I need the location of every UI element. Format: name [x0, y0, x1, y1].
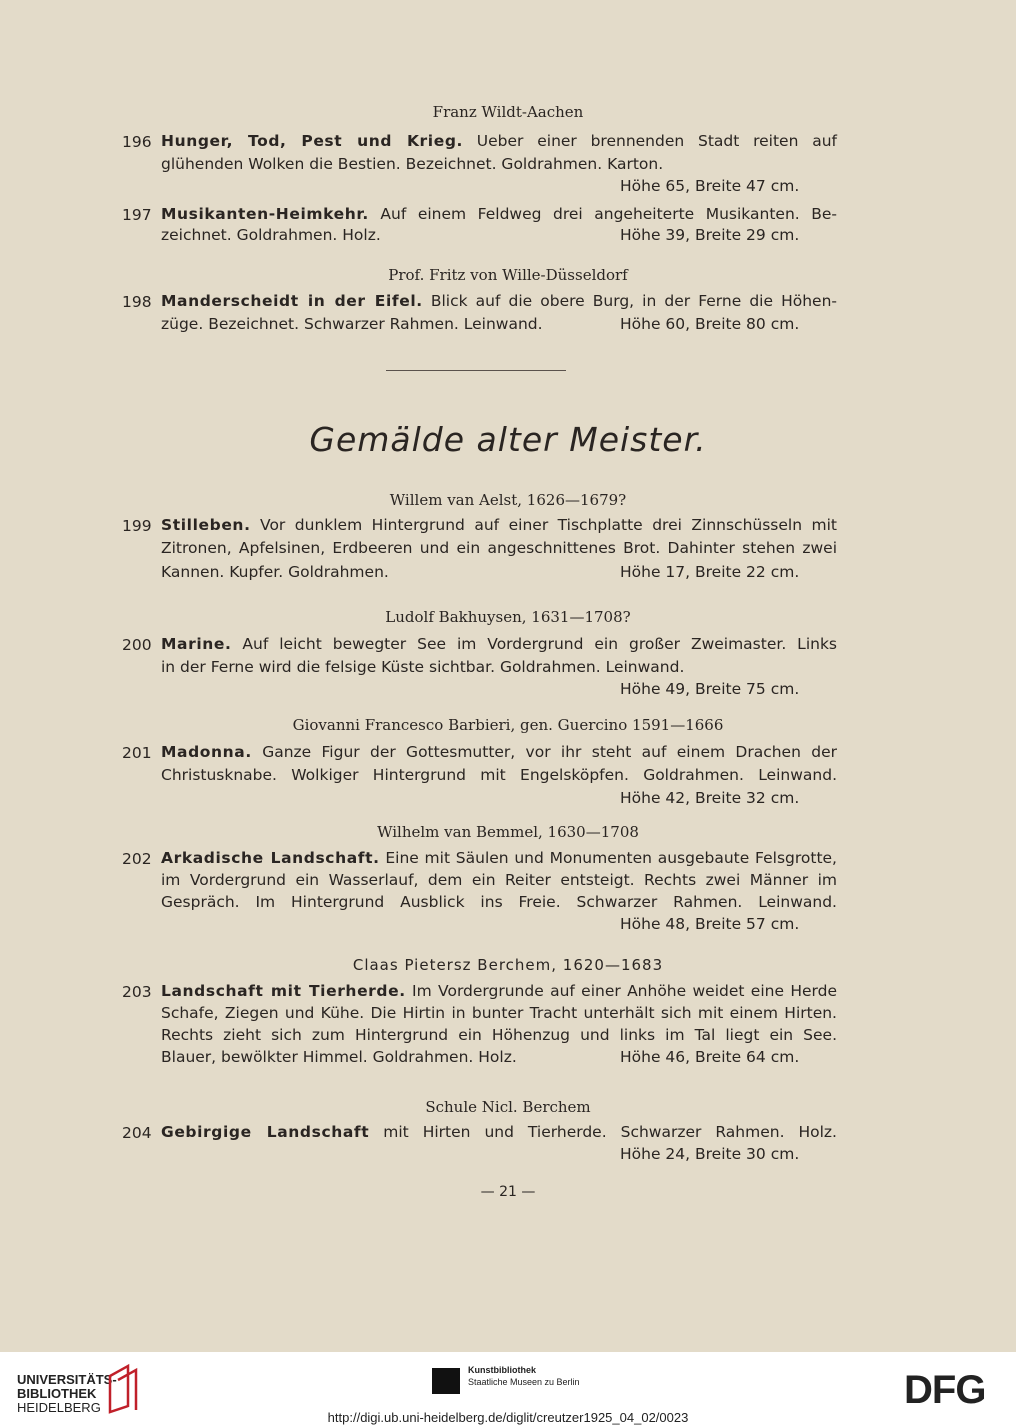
entry-measure: Höhe 39, Breite 29 cm.: [620, 226, 800, 244]
entry-measure: Höhe 49, Breite 75 cm.: [620, 680, 800, 698]
entry-title: Arkadische Landschaft.: [161, 849, 380, 867]
entry-title: Stilleben.: [161, 516, 251, 534]
kunstbibliothek-logo-icon: [432, 1368, 460, 1394]
entry-desc-line: zeichnet. Goldrahmen. Holz.: [161, 226, 381, 244]
library-logo-text: [17, 1373, 117, 1415]
section-heading: Gemälde alter Meister.: [309, 420, 707, 459]
artist-heading: Wilhelm van Bemmel, 1630—1708: [377, 823, 639, 841]
entry-number: 198: [122, 293, 152, 311]
entry-text: [161, 847, 837, 870]
entry-text: [161, 741, 837, 764]
entry-desc: Blick auf die obere Burg, in der Ferne die Höhen-: [422, 292, 838, 310]
entry-desc: Auf einem Feldweg drei angeheiterte Musikanten. Be-: [368, 205, 837, 223]
kb-subtitle: Staatliche Museen zu Berlin: [468, 1377, 580, 1387]
entry-number: 201: [122, 744, 152, 762]
entry-text: [161, 514, 837, 537]
entry-desc: Im Vordergrunde auf einer Anhöhe weidet eine Herde: [405, 982, 837, 1000]
entry-text: [161, 290, 837, 313]
artist-heading: Willem van Aelst, 1626—1679?: [389, 491, 627, 509]
entry-desc-line: Gespräch. Im Hintergrund Ausblick ins Freie. Schwarzer Rahmen. Leinwand.: [161, 893, 837, 911]
entry-desc: Eine mit Säulen und Monumenten ausgebaute Felsgrotte,: [379, 849, 837, 867]
artist-heading: Claas Pietersz Berchem, 1620—1683: [352, 956, 664, 974]
entry-desc-line: züge. Bezeichnet. Schwarzer Rahmen. Leinwand.: [161, 315, 543, 333]
entry-desc-line: Christusknabe. Wolkiger Hintergrund mit Engelsköpfen. Goldrahmen. Leinwand.: [161, 766, 837, 784]
entry-text: [161, 633, 837, 656]
entry-title: Marine.: [161, 635, 232, 653]
entry-title: Madonna.: [161, 743, 252, 761]
entry-title: Musikanten-Heimkehr.: [161, 205, 369, 223]
entry-desc: Auf leicht bewegter See im Vordergrund ein großer Zweimaster. Links: [231, 635, 837, 653]
entry-title: Landschaft mit Tierherde.: [161, 982, 406, 1000]
entry-desc-line: Blauer, bewölkter Himmel. Goldrahmen. Holz.: [161, 1048, 517, 1066]
entry-title: Gebirgige Landschaft: [161, 1123, 370, 1141]
entry-measure: Höhe 17, Breite 22 cm.: [620, 563, 800, 581]
section-divider: [386, 370, 566, 371]
entry-text: [161, 130, 837, 153]
entry-measure: Höhe 60, Breite 80 cm.: [620, 315, 800, 333]
entry-measure: Höhe 42, Breite 32 cm.: [620, 789, 800, 807]
kunstbibliothek-logo-text: [468, 1364, 580, 1388]
entry-desc: Vor dunklem Hintergrund auf einer Tischplatte drei Zinnschüsseln mit: [250, 516, 837, 534]
entry-desc-line: Zitronen, Apfelsinen, Erdbeeren und ein angeschnittenes Brot. Dahinter stehen zwei: [161, 539, 837, 557]
library-name-line: BIBLIOTHEK: [17, 1386, 97, 1401]
artist-heading: Prof. Fritz von Wille-Düsseldorf: [388, 266, 628, 284]
artist-heading: Franz Wildt-Aachen: [432, 103, 584, 121]
entry-number: 200: [122, 636, 152, 654]
entry-desc: Ganze Figur der Gottesmutter, vor ihr steht auf einem Drachen der: [251, 743, 837, 761]
source-url[interactable]: http://digi.ub.uni-heidelberg.de/diglit/creutzer1925_04_02/0023: [327, 1410, 689, 1425]
entry-measure: Höhe 24, Breite 30 cm.: [620, 1145, 800, 1163]
entry-number: 197: [122, 206, 152, 224]
library-name-line: UNIVERSITÄTS-: [17, 1372, 117, 1387]
entry-number: 202: [122, 850, 152, 868]
entry-measure: Höhe 46, Breite 64 cm.: [620, 1048, 800, 1066]
library-logo-icon: [106, 1362, 142, 1414]
entry-desc-line: Kannen. Kupfer. Goldrahmen.: [161, 563, 389, 581]
entry-measure: Höhe 65, Breite 47 cm.: [620, 177, 800, 195]
artist-heading: Schule Nicl. Berchem: [425, 1098, 591, 1116]
entry-number: 204: [122, 1124, 152, 1142]
entry-desc-line: im Vordergrund ein Wasserlauf, dem ein Reiter entsteigt. Rechts zwei Männer im: [161, 871, 837, 889]
entry-title: Manderscheidt in der Eifel.: [161, 292, 423, 310]
entry-desc-line: in der Ferne wird die felsige Küste sichtbar. Goldrahmen. Leinwand.: [161, 658, 685, 676]
library-name-line: HEIDELBERG: [17, 1400, 101, 1415]
entry-desc: mit Hirten und Tierherde. Schwarzer Rahmen. Holz.: [369, 1123, 837, 1141]
entry-desc: Ueber einer brennenden Stadt reiten auf: [463, 132, 837, 150]
entry-number: 199: [122, 517, 152, 535]
entry-desc-line: Schafe, Ziegen und Kühe. Die Hirtin in bunter Tracht unterhält sich mit einem Hirten.: [161, 1004, 837, 1022]
dfg-logo: DFG: [904, 1368, 986, 1412]
artist-heading: Ludolf Bakhuysen, 1631—1708?: [385, 608, 631, 626]
artist-heading: Giovanni Francesco Barbieri, gen. Guercino 1591—1666: [292, 716, 724, 734]
entry-number: 203: [122, 983, 152, 1001]
entry-text: [161, 203, 837, 226]
entry-title: Hunger, Tod, Pest und Krieg.: [161, 132, 464, 150]
entry-desc-line: glühenden Wolken die Bestien. Bezeichnet. Goldrahmen. Karton.: [161, 155, 664, 173]
entry-measure: Höhe 48, Breite 57 cm.: [620, 915, 800, 933]
entry-text: [161, 1121, 837, 1144]
kb-name: Kunstbibliothek: [468, 1365, 536, 1375]
entry-number: 196: [122, 133, 152, 151]
page-number: — 21 —: [480, 1184, 536, 1200]
entry-desc-line: Rechts zieht sich zum Hintergrund ein Höhenzug und links im Tal liegt ein See.: [161, 1026, 837, 1044]
entry-text: [161, 980, 837, 1003]
